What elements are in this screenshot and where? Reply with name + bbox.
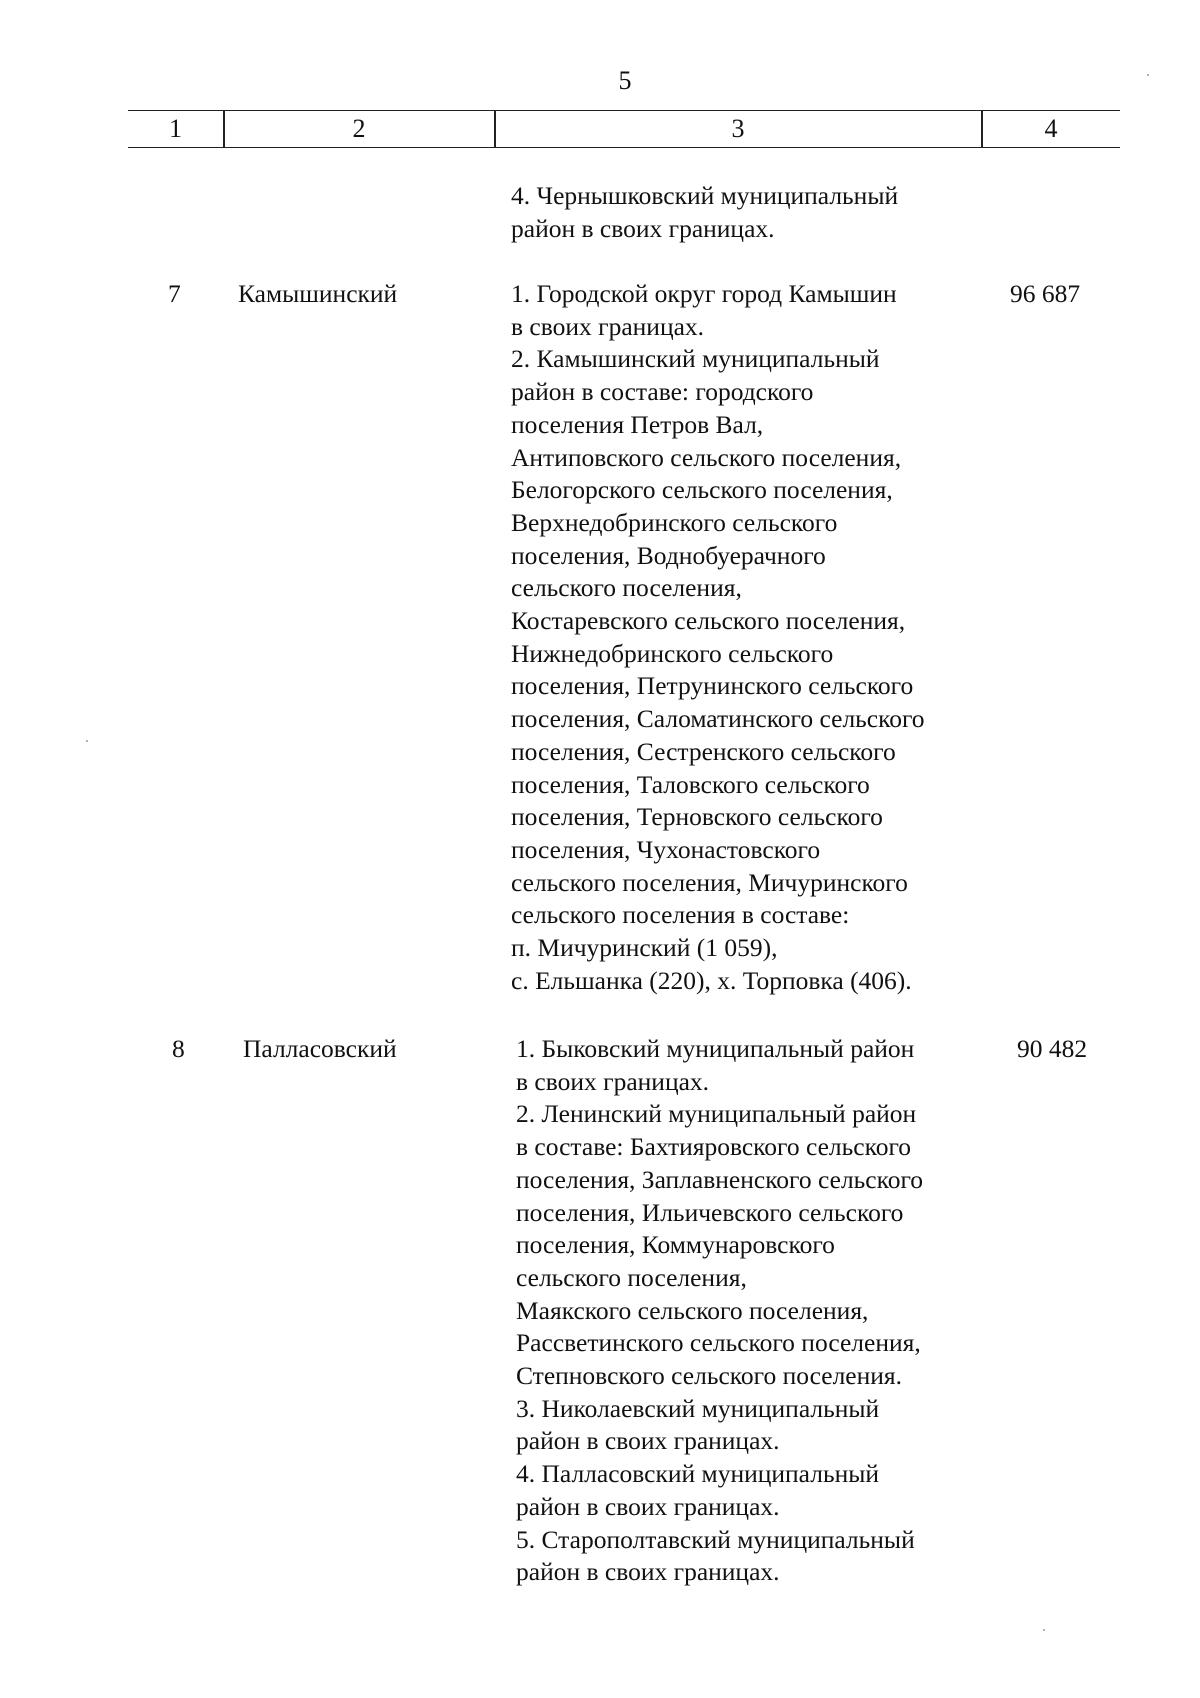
composition-line: район в своих границах. (516, 1557, 780, 1587)
column-header-3: 3 (731, 114, 745, 143)
page-number: 5 (618, 66, 632, 95)
continuation-text (511, 180, 898, 245)
composition-line: поселения, Коммунаровского (516, 1230, 835, 1260)
district-composition (516, 1033, 923, 1589)
composition-line: поселения, Чухонастовского (511, 834, 821, 864)
composition-line: Антиповского сельского поселения, (511, 442, 902, 472)
composition-line: Верхнедобринского сельского (511, 507, 838, 537)
composition-line: 4. Палласовский муниципальный (516, 1459, 880, 1489)
composition-line: поселения, Заплавненского сельского (516, 1164, 924, 1194)
composition-line: сельского поселения, (511, 573, 742, 603)
composition-line: 1. Городской округ город Камышин (511, 279, 897, 308)
composition-line: поселения, Терновского сельского (511, 802, 883, 832)
district-name: Палласовский (243, 1034, 397, 1063)
table-header (128, 110, 1120, 148)
composition-line: Нижнедобринского сельского (511, 638, 834, 668)
composition-line: 2. Камышинский муниципальный (511, 344, 880, 374)
composition-line: Костаревского сельского поселения, (511, 606, 906, 636)
composition-line: 1. Быковский муниципальный район (516, 1034, 915, 1063)
composition-line: сельского поселения, Мичуринского (511, 867, 908, 897)
district-composition (511, 278, 925, 997)
column-header-2: 2 (352, 114, 366, 143)
composition-line: район в составе: городского (511, 377, 814, 407)
composition-line: Белогорского сельского поселения, (511, 475, 893, 505)
composition-line: поселения, Ильичевского сельского (516, 1197, 904, 1227)
composition-line: поселения, Таловского сельского (511, 769, 870, 799)
composition-line: Степновского сельского поселения. (516, 1361, 903, 1391)
composition-line: в своих границах. (511, 311, 705, 341)
composition-line: поселения, Саломатинского сельского (511, 704, 925, 734)
composition-line: 2. Ленинский муниципальный район (516, 1099, 917, 1129)
scan-speck (1147, 74, 1149, 76)
composition-line: район в своих границах. (516, 1426, 780, 1456)
continuation-line: 4. Чернышковский муниципальный (511, 181, 899, 210)
row-number: 7 (168, 279, 181, 308)
composition-line: с. Ельшанка (220), х. Торповка (406). (511, 965, 912, 995)
composition-line: в своих границах. (516, 1066, 710, 1096)
composition-line: сельского поселения в составе: (511, 900, 850, 930)
composition-line: сельского поселения, (516, 1262, 747, 1292)
row-number: 8 (172, 1034, 185, 1063)
composition-line: поселения, Петрунинского сельского (511, 671, 914, 701)
composition-line: поселения, Сестренского сельского (511, 736, 896, 766)
scan-speck (86, 740, 88, 742)
composition-line: Маякского сельского поселения, (516, 1295, 869, 1325)
column-header-1: 1 (169, 114, 182, 143)
composition-line: п. Мичуринский (1 059), (511, 933, 778, 963)
scan-speck (1043, 1629, 1045, 1631)
column-header-4: 4 (1044, 114, 1058, 143)
composition-line: Рассветинского сельского поселения, (516, 1328, 921, 1358)
population-value: 90 482 (1017, 1034, 1088, 1063)
composition-line: 3. Николаевский муниципальный (516, 1393, 880, 1423)
district-name: Камышинский (238, 279, 398, 308)
composition-line: 5. Старополтавский муниципальный (516, 1524, 915, 1554)
composition-line: поселения, Воднобуерачного (511, 540, 826, 570)
composition-line: в составе: Бахтияровского сельского (516, 1132, 912, 1162)
continuation-line: район в своих границах. (511, 213, 775, 243)
composition-line: район в своих границах. (516, 1491, 780, 1521)
composition-line: поселения Петров Вал, (511, 409, 764, 439)
population-value: 96 687 (1010, 279, 1081, 308)
